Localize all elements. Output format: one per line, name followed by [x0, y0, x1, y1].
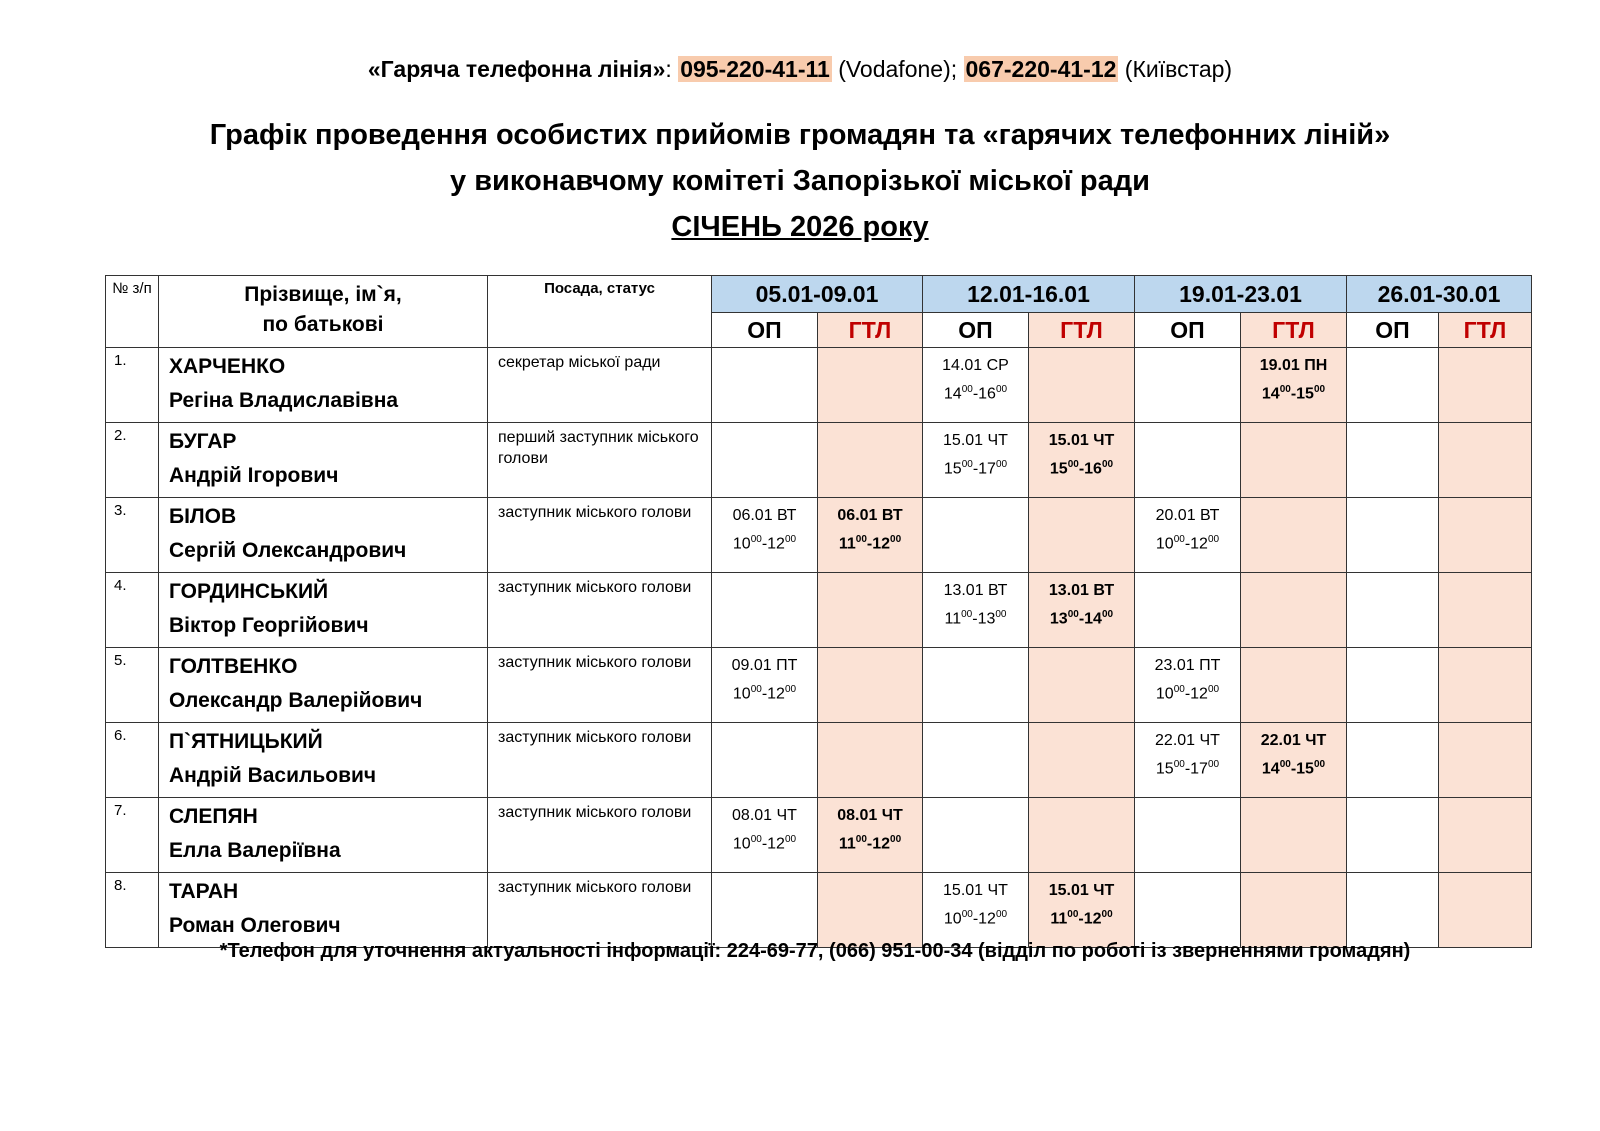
reception-cell: [712, 648, 818, 723]
time-minutes: 00: [1207, 759, 1220, 770]
time-minutes: 00: [784, 534, 797, 545]
time-minutes: 00: [1067, 909, 1079, 920]
reception-cell: [1347, 648, 1439, 723]
time-minutes: 00: [1207, 684, 1220, 695]
time-minutes: 00: [750, 834, 762, 845]
time-minutes: 00: [1207, 534, 1220, 545]
time-minutes: 00: [1101, 459, 1114, 470]
header-number: № з/п: [106, 276, 159, 348]
hotline-cell: [1439, 348, 1532, 423]
person-position: заступник міського голови: [488, 498, 712, 573]
hotline-cell: [1439, 648, 1532, 723]
person-name: [159, 798, 488, 873]
table-row: [106, 348, 1532, 423]
person-surname: ТАРАН: [169, 880, 239, 903]
header-week: 19.01-23.01: [1135, 276, 1347, 313]
person-given-name: Регіна Владиславівна: [169, 389, 399, 412]
person-surname: ГОЛТВЕНКО: [169, 655, 298, 678]
hotline-cell: [1439, 873, 1532, 948]
time-minutes: 00: [961, 459, 973, 470]
row-number: 7.: [106, 798, 159, 873]
time-minutes: 00: [784, 684, 797, 695]
time-minutes: 00: [1313, 759, 1326, 770]
person-surname: БУГАР: [169, 430, 237, 453]
hotline-operator-1: (Vodafone);: [831, 56, 964, 82]
appointment-time: $10^{00}-12^{00}$: [1155, 534, 1220, 553]
header-gtl: ГТЛ: [1029, 313, 1135, 348]
row-number: 1.: [106, 348, 159, 423]
hotline-cell: [818, 873, 923, 948]
reception-cell: [1135, 498, 1241, 573]
person-surname: ХАРЧЕНКО: [169, 355, 286, 378]
header-op: ОП: [712, 313, 818, 348]
person-position: заступник міського голови: [488, 873, 712, 948]
hotline-phone-vodafone: 095-220-41-11: [680, 56, 830, 82]
time-minutes: 00: [1101, 909, 1113, 920]
hotline-cell: [1439, 498, 1532, 573]
appointment-date: 06.01 ВТ: [837, 507, 903, 524]
appointment-time: $15^{00}-17^{00}$: [943, 459, 1008, 478]
person-name: [159, 648, 488, 723]
reception-cell: [712, 498, 818, 573]
person-surname: СЛЕПЯН: [169, 805, 258, 828]
title-month: СІЧЕНЬ 2026 року: [671, 211, 929, 243]
hotline-cell: [1029, 348, 1135, 423]
hotline-cell: [818, 348, 923, 423]
reception-cell: [1347, 723, 1439, 798]
person-position: заступник міського голови: [488, 648, 712, 723]
appointment-time: $10^{00}-12^{00}$: [943, 909, 1008, 928]
reception-cell: [1135, 423, 1241, 498]
person-position: заступник міського голови: [488, 798, 712, 873]
hotline-cell: [818, 573, 923, 648]
person-given-name: Роман Олегович: [169, 914, 341, 937]
hotline-cell: [1439, 798, 1532, 873]
appointment-date: 15.01 ЧТ: [943, 432, 1008, 449]
header-op: ОП: [1347, 313, 1439, 348]
hotline-operator-2: (Київстар): [1118, 56, 1233, 82]
person-position: секретар міської ради: [488, 348, 712, 423]
schedule-body: [106, 348, 1532, 948]
appointment-date: 09.01 ПТ: [731, 657, 798, 674]
appointment-time: $10^{00}-12^{00}$: [1155, 684, 1220, 703]
reception-cell: [712, 423, 818, 498]
hotline-cell: [1241, 723, 1347, 798]
appointment-date: 13.01 ВТ: [943, 582, 1008, 599]
header-op: ОП: [923, 313, 1029, 348]
row-number: 4.: [106, 573, 159, 648]
header-position: Посада, статус: [488, 276, 712, 348]
hotline-phone-kyivstar: 067-220-41-12: [965, 56, 1117, 82]
reception-cell: [1135, 723, 1241, 798]
header-gtl: ГТЛ: [1241, 313, 1347, 348]
person-given-name: Андрій Ігорович: [169, 464, 339, 487]
appointment-time: $10^{00}-12^{00}$: [732, 834, 797, 853]
row-number: 3.: [106, 498, 159, 573]
time-minutes: 00: [750, 534, 762, 545]
time-minutes: 00: [961, 909, 973, 920]
reception-cell: [1347, 873, 1439, 948]
appointment-date: 22.01 ЧТ: [1260, 732, 1327, 749]
title-line-2: у виконавчому комітеті Запорізької міської ради: [450, 165, 1150, 197]
appointment-date: 13.01 ВТ: [1048, 582, 1115, 599]
reception-cell: [923, 798, 1029, 873]
table-row: [106, 648, 1532, 723]
time-minutes: 00: [855, 834, 867, 845]
reception-cell: [923, 873, 1029, 948]
header-week: 12.01-16.01: [923, 276, 1135, 313]
person-name: [159, 423, 488, 498]
person-surname: БІЛОВ: [169, 505, 237, 528]
schedule-table: [105, 275, 1532, 948]
person-name: [159, 723, 488, 798]
table-row: [106, 723, 1532, 798]
reception-cell: [1347, 498, 1439, 573]
hotline-cell: [1029, 423, 1135, 498]
time-minutes: 00: [1173, 684, 1185, 695]
reception-cell: [1347, 423, 1439, 498]
row-number: 8.: [106, 873, 159, 948]
table-row: [106, 573, 1532, 648]
appointment-time: $14^{00}-16^{00}$: [943, 384, 1008, 403]
hotline-info: [0, 56, 1600, 83]
appointment-date: 15.01 ЧТ: [1048, 432, 1115, 449]
header-gtl: ГТЛ: [818, 313, 923, 348]
appointment-date: 19.01 ПН: [1259, 357, 1328, 374]
time-minutes: 00: [961, 609, 973, 620]
hotline-sep: :: [665, 56, 679, 82]
hotline-cell: [1029, 648, 1135, 723]
header-name-line2: по батькові: [262, 313, 384, 336]
hotline-cell: [1241, 873, 1347, 948]
time-minutes: 00: [1279, 759, 1291, 770]
header-op: ОП: [1135, 313, 1241, 348]
appointment-time: $11^{00}-12^{00}$: [1050, 909, 1113, 928]
time-minutes: 00: [784, 834, 797, 845]
table-row: [106, 873, 1532, 948]
reception-cell: [923, 348, 1029, 423]
time-minutes: 00: [855, 534, 867, 545]
appointment-time: $13^{00}-14^{00}$: [1049, 609, 1114, 628]
person-given-name: Сергій Олександрович: [169, 539, 407, 562]
reception-cell: [923, 573, 1029, 648]
time-minutes: 00: [750, 684, 762, 695]
table-row: [106, 498, 1532, 573]
hotline-label: «Гаряча телефонна лінія»: [367, 56, 666, 82]
person-name: [159, 348, 488, 423]
time-minutes: 00: [1279, 384, 1291, 395]
hotline-cell: [1241, 798, 1347, 873]
reception-cell: [923, 648, 1029, 723]
hotline-cell: [1029, 798, 1135, 873]
time-minutes: 00: [890, 834, 902, 845]
appointment-time: $11^{00}-12^{00}$: [838, 534, 902, 553]
header-week: 05.01-09.01: [712, 276, 923, 313]
person-name: [159, 498, 488, 573]
reception-cell: [923, 423, 1029, 498]
appointment-time: $15^{00}-16^{00}$: [1049, 459, 1114, 478]
appointment-date: 23.01 ПТ: [1154, 657, 1221, 674]
time-minutes: 00: [1173, 534, 1185, 545]
person-given-name: Олександр Валерійович: [169, 689, 423, 712]
time-minutes: 00: [890, 534, 902, 545]
reception-cell: [712, 573, 818, 648]
hotline-cell: [1439, 573, 1532, 648]
reception-cell: [1347, 573, 1439, 648]
time-minutes: 00: [995, 384, 1008, 395]
person-position: заступник міського голови: [488, 723, 712, 798]
hotline-cell: [1241, 423, 1347, 498]
appointment-time: $10^{00}-12^{00}$: [732, 684, 797, 703]
hotline-cell: [818, 423, 923, 498]
time-minutes: 00: [1101, 609, 1114, 620]
header-gtl: ГТЛ: [1439, 313, 1532, 348]
person-surname: П`ЯТНИЦЬКИЙ: [169, 730, 323, 753]
reception-cell: [923, 723, 1029, 798]
appointment-date: 15.01 ЧТ: [943, 882, 1008, 899]
hotline-cell: [1241, 498, 1347, 573]
reception-cell: [1347, 348, 1439, 423]
reception-cell: [1347, 798, 1439, 873]
table-row: [106, 798, 1532, 873]
person-given-name: Андрій Васильович: [169, 764, 377, 787]
appointment-time: $10^{00}-12^{00}$: [732, 534, 797, 553]
table-row: [106, 423, 1532, 498]
appointment-time: $11^{00}-13^{00}$: [944, 609, 1007, 628]
person-surname: ГОРДИНСЬКИЙ: [169, 580, 329, 603]
appointment-date: 20.01 ВТ: [1155, 507, 1220, 524]
title-line-1: Графік проведення особистих прийомів громадян та «гарячих телефонних ліній»: [209, 119, 1391, 151]
hotline-cell: [818, 723, 923, 798]
reception-cell: [712, 348, 818, 423]
person-name: [159, 573, 488, 648]
row-number: 5.: [106, 648, 159, 723]
reception-cell: [923, 498, 1029, 573]
time-minutes: 00: [1173, 759, 1185, 770]
person-given-name: Віктор Георгійович: [169, 614, 369, 637]
hotline-cell: [1439, 723, 1532, 798]
header-name: [159, 276, 488, 348]
hotline-cell: [1241, 648, 1347, 723]
person-given-name: Елла Валеріївна: [169, 839, 341, 862]
appointment-time: $11^{00}-12^{00}$: [838, 834, 902, 853]
appointment-date: 08.01 ЧТ: [732, 807, 797, 824]
time-minutes: 00: [1067, 459, 1079, 470]
time-minutes: 00: [995, 609, 1007, 620]
reception-cell: [712, 798, 818, 873]
hotline-cell: [1029, 723, 1135, 798]
hotline-cell: [818, 648, 923, 723]
row-number: 2.: [106, 423, 159, 498]
time-minutes: 00: [995, 909, 1008, 920]
time-minutes: 00: [961, 384, 973, 395]
row-number: 6.: [106, 723, 159, 798]
reception-cell: [1135, 348, 1241, 423]
hotline-cell: [1241, 573, 1347, 648]
hotline-cell: [818, 798, 923, 873]
reception-cell: [1135, 798, 1241, 873]
appointment-time: $15^{00}-17^{00}$: [1155, 759, 1220, 778]
hotline-cell: [1029, 573, 1135, 648]
appointment-date: 15.01 ЧТ: [1048, 882, 1115, 899]
hotline-cell: [1241, 348, 1347, 423]
appointment-time: $14^{00}-15^{00}$: [1261, 759, 1326, 778]
header-week: 26.01-30.01: [1347, 276, 1532, 313]
reception-cell: [712, 873, 818, 948]
footer-note: *Телефон для уточнення актуальності інформації: 224-69-77, (066) 951-00-34 (відділ по роботі із зверненнями громадян): [219, 940, 1411, 962]
person-name: [159, 873, 488, 948]
reception-cell: [1135, 873, 1241, 948]
hotline-cell: [818, 498, 923, 573]
time-minutes: 00: [1313, 384, 1326, 395]
hotline-cell: [1029, 498, 1135, 573]
person-position: перший заступник міського голови: [488, 423, 712, 498]
reception-cell: [1135, 573, 1241, 648]
reception-cell: [712, 723, 818, 798]
reception-cell: [1135, 648, 1241, 723]
appointment-date: 22.01 ЧТ: [1155, 732, 1220, 749]
hotline-cell: [1439, 423, 1532, 498]
appointment-time: $14^{00}-15^{00}$: [1261, 384, 1326, 403]
header-name-line1: Прізвище, ім`я,: [244, 283, 402, 306]
document-title: [0, 112, 1600, 250]
hotline-cell: [1029, 873, 1135, 948]
person-position: заступник міського голови: [488, 573, 712, 648]
appointment-date: 14.01 СР: [942, 357, 1009, 374]
time-minutes: 00: [1067, 609, 1079, 620]
appointment-date: 06.01 ВТ: [732, 507, 797, 524]
appointment-date: 08.01 ЧТ: [837, 807, 903, 824]
time-minutes: 00: [995, 459, 1008, 470]
